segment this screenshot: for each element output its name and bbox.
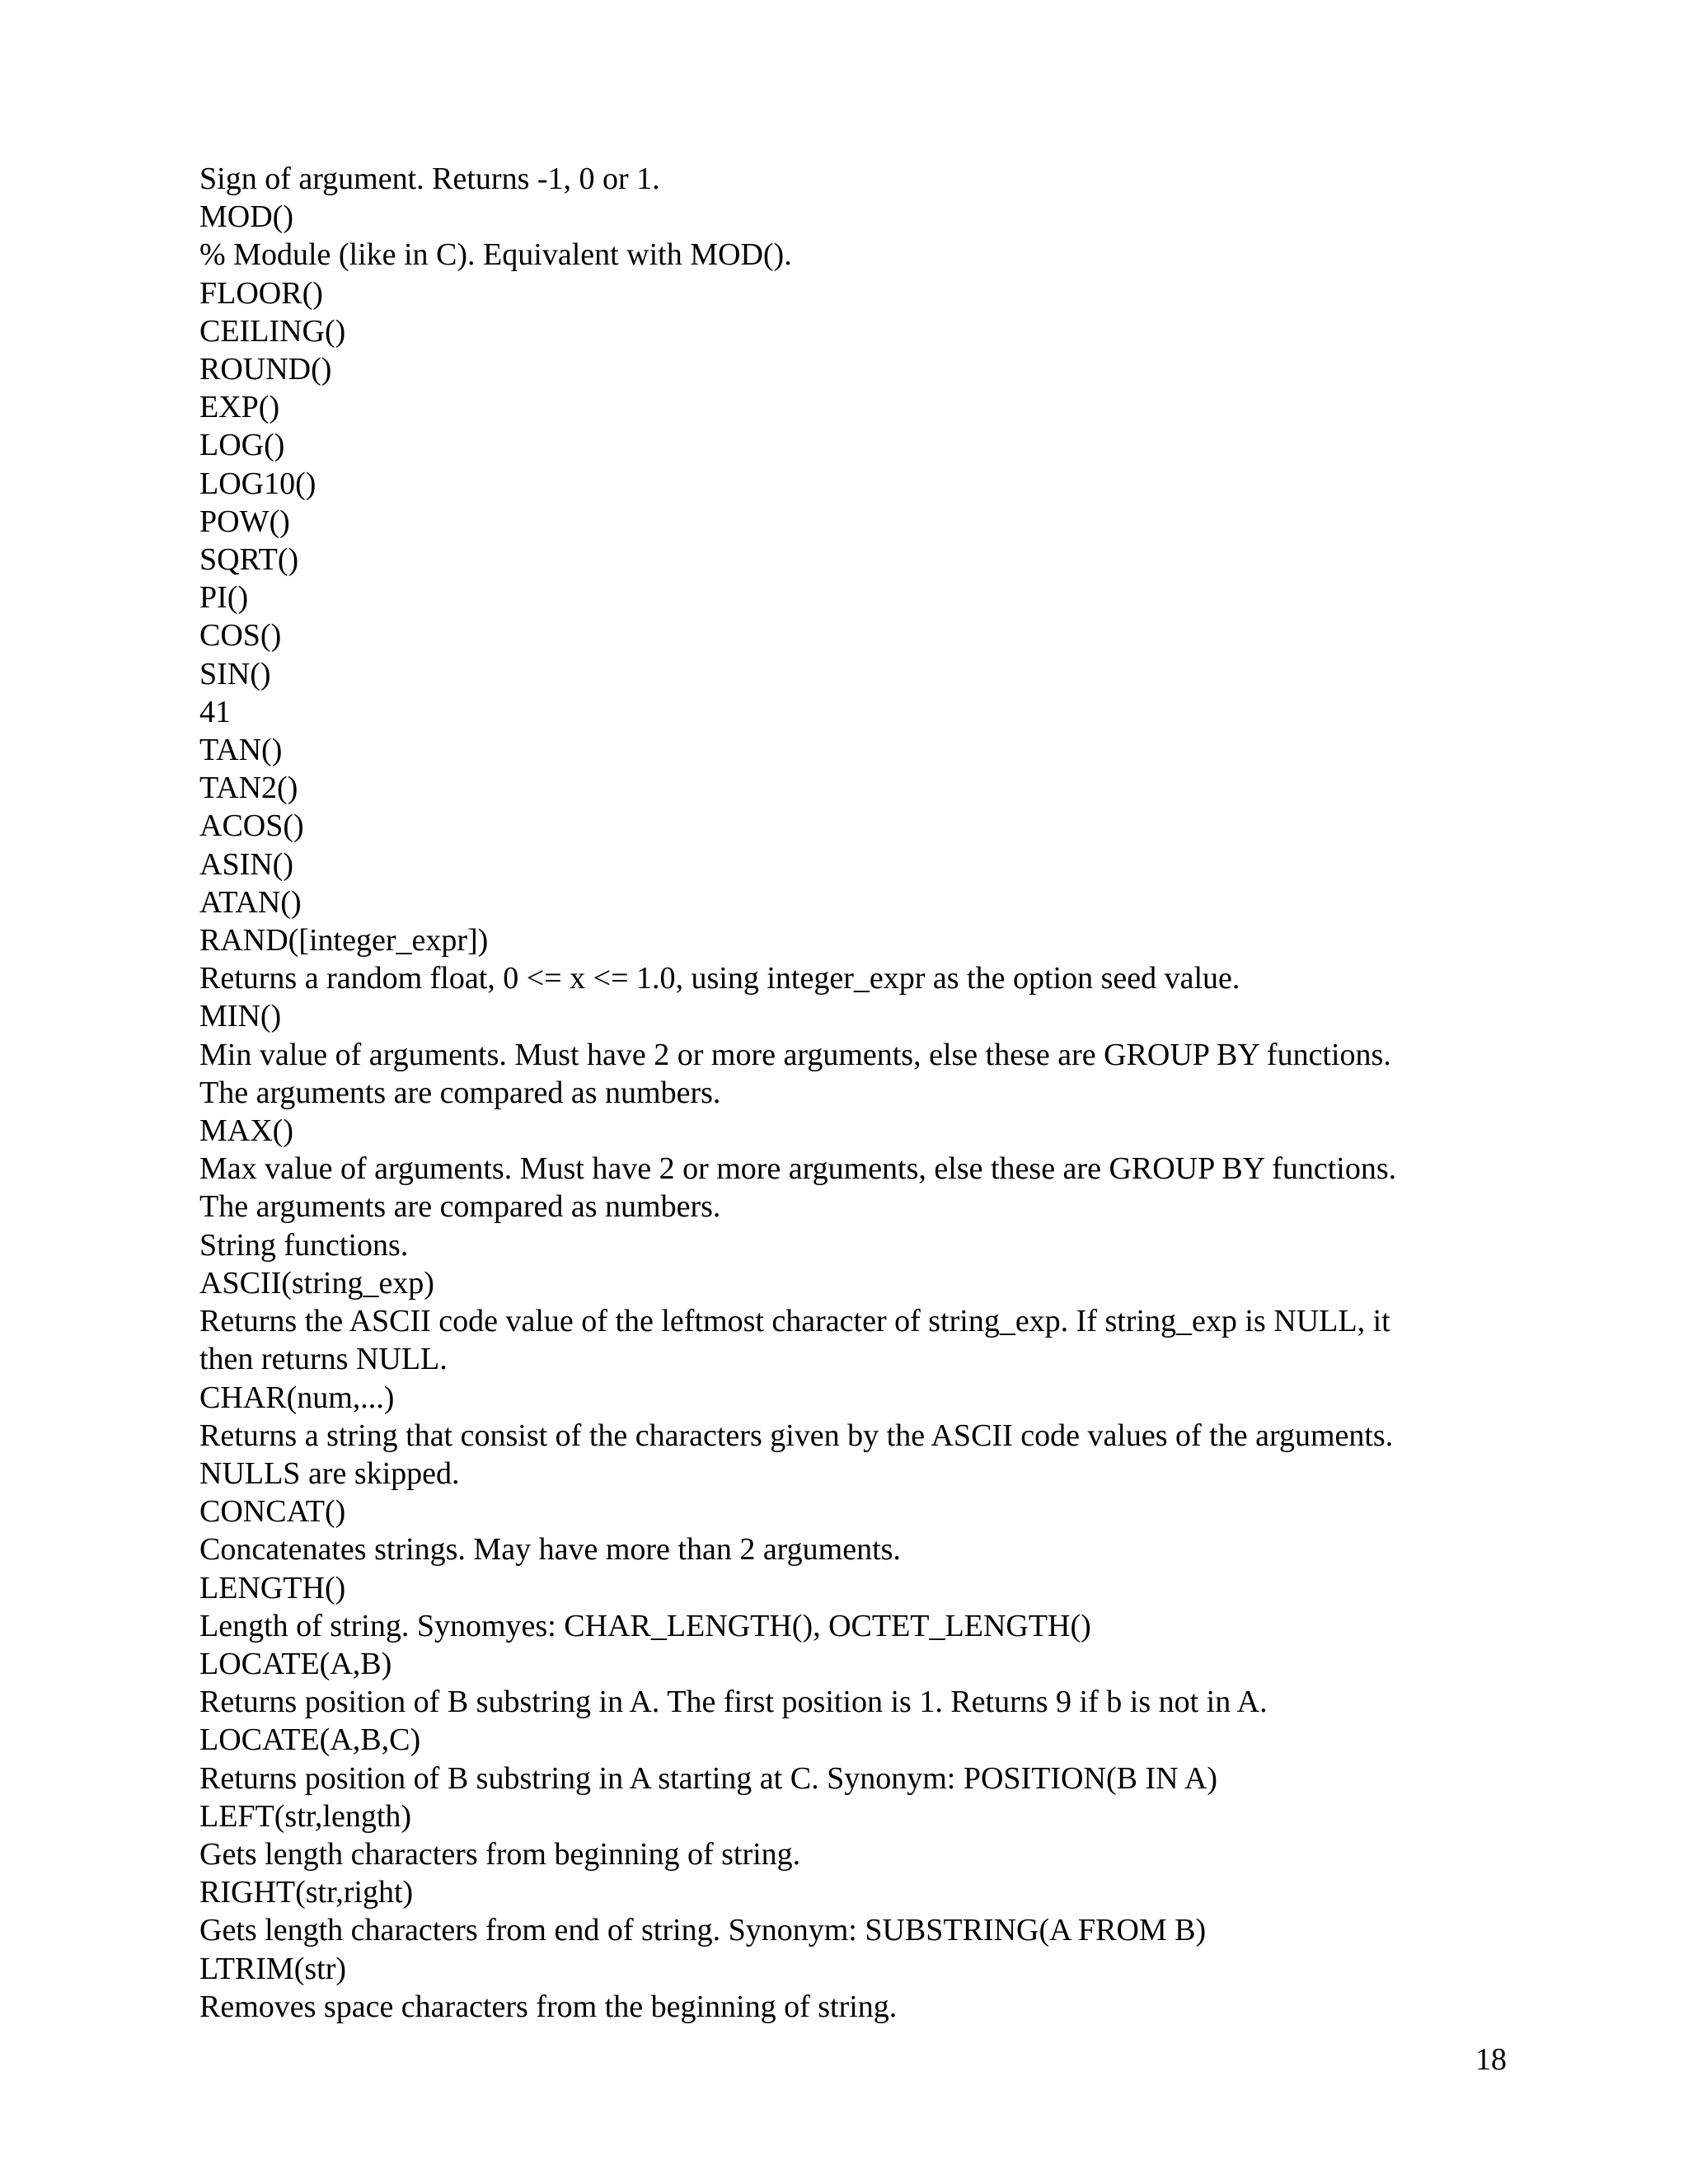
text-line: % Module (like in C). Equivalent with MOD(). [199,237,792,273]
text-line: LOCATE(A,B) [199,1646,392,1681]
text-line: LTRIM(str) [199,1951,347,1986]
text-line: ROUND() [199,352,332,387]
text-line: EXP() [199,390,280,425]
text-line: COS() [199,618,282,654]
text-line: ASCII(string_exp) [199,1265,434,1301]
text-line: RIGHT(str,right) [199,1875,414,1910]
body-text [199,160,1502,2026]
text-line: TAN2() [199,771,298,806]
text-line: Gets length characters from end of string. Synonym: SUBSTRING(A FROM B) [199,1913,1207,1948]
page-number: 18 [1475,2042,1507,2077]
text-line: Length of string. Synomyes: CHAR_LENGTH(), OCTET_LENGTH() [199,1608,1091,1643]
text-line: ACOS() [199,808,304,844]
text-line: SQRT() [199,542,299,578]
text-line: Returns position of B substring in A starting at C. Synonym: POSITION(B IN A) [199,1760,1218,1796]
text-line: The arguments are compared as numbers. [199,1075,721,1110]
text-line: TAN() [199,733,283,768]
text-line: MOD() [199,199,293,235]
text-line: Returns position of B substring in A. The first position is 1. Returns 9 if b is not in A. [199,1685,1268,1720]
text-line: ATAN() [199,884,302,920]
text-line: FLOOR() [199,275,323,311]
text-line: The arguments are compared as numbers. [199,1189,721,1225]
text-line: MAX() [199,1113,293,1149]
text-line: Concatenates strings. May have more than 2 arguments. [199,1532,901,1568]
text-line: Max value of arguments. Must have 2 or more arguments, else these are GROUP BY functions. [199,1151,1397,1187]
text-line: POW() [199,504,290,539]
text-line: LOG10() [199,466,316,501]
text-line: CEILING() [199,313,346,349]
text-line: Min value of arguments. Must have 2 or more arguments, else these are GROUP BY functions. [199,1037,1391,1072]
text-line: NULLS are skipped. [199,1455,460,1491]
text-line: String functions. [199,1227,409,1263]
text-line: RAND([integer_expr]) [199,923,489,958]
text-line: LENGTH() [199,1570,346,1605]
text-line: CHAR(num,...) [199,1380,395,1415]
text-line: Returns the ASCII code value of the leftmost character of string_exp. If string_exp is NULL, it [199,1304,1390,1339]
text-line: Gets length characters from beginning of string. [199,1836,801,1872]
text-line: Removes space characters from the beginning of string. [199,1989,898,2024]
text-line: SIN() [199,656,271,691]
text-line: LOG() [199,428,285,463]
text-line: Returns a random float, 0 <= x <= 1.0, using integer_expr as the option seed value. [199,961,1240,996]
text-line: CONCAT() [199,1494,346,1530]
text-line: Sign of argument. Returns -1, 0 or 1. [199,162,660,196]
text-line: then returns NULL. [199,1342,448,1377]
text-line: 41 [199,694,231,729]
text-line: PI() [199,580,249,616]
text-line: LEFT(str,length) [199,1798,412,1834]
text-line: ASIN() [199,846,293,882]
text-line: LOCATE(A,B,C) [199,1722,421,1758]
text-line: MIN() [199,999,282,1034]
text-line: Returns a string that consist of the characters given by the ASCII code values of the arguments. [199,1418,1394,1453]
